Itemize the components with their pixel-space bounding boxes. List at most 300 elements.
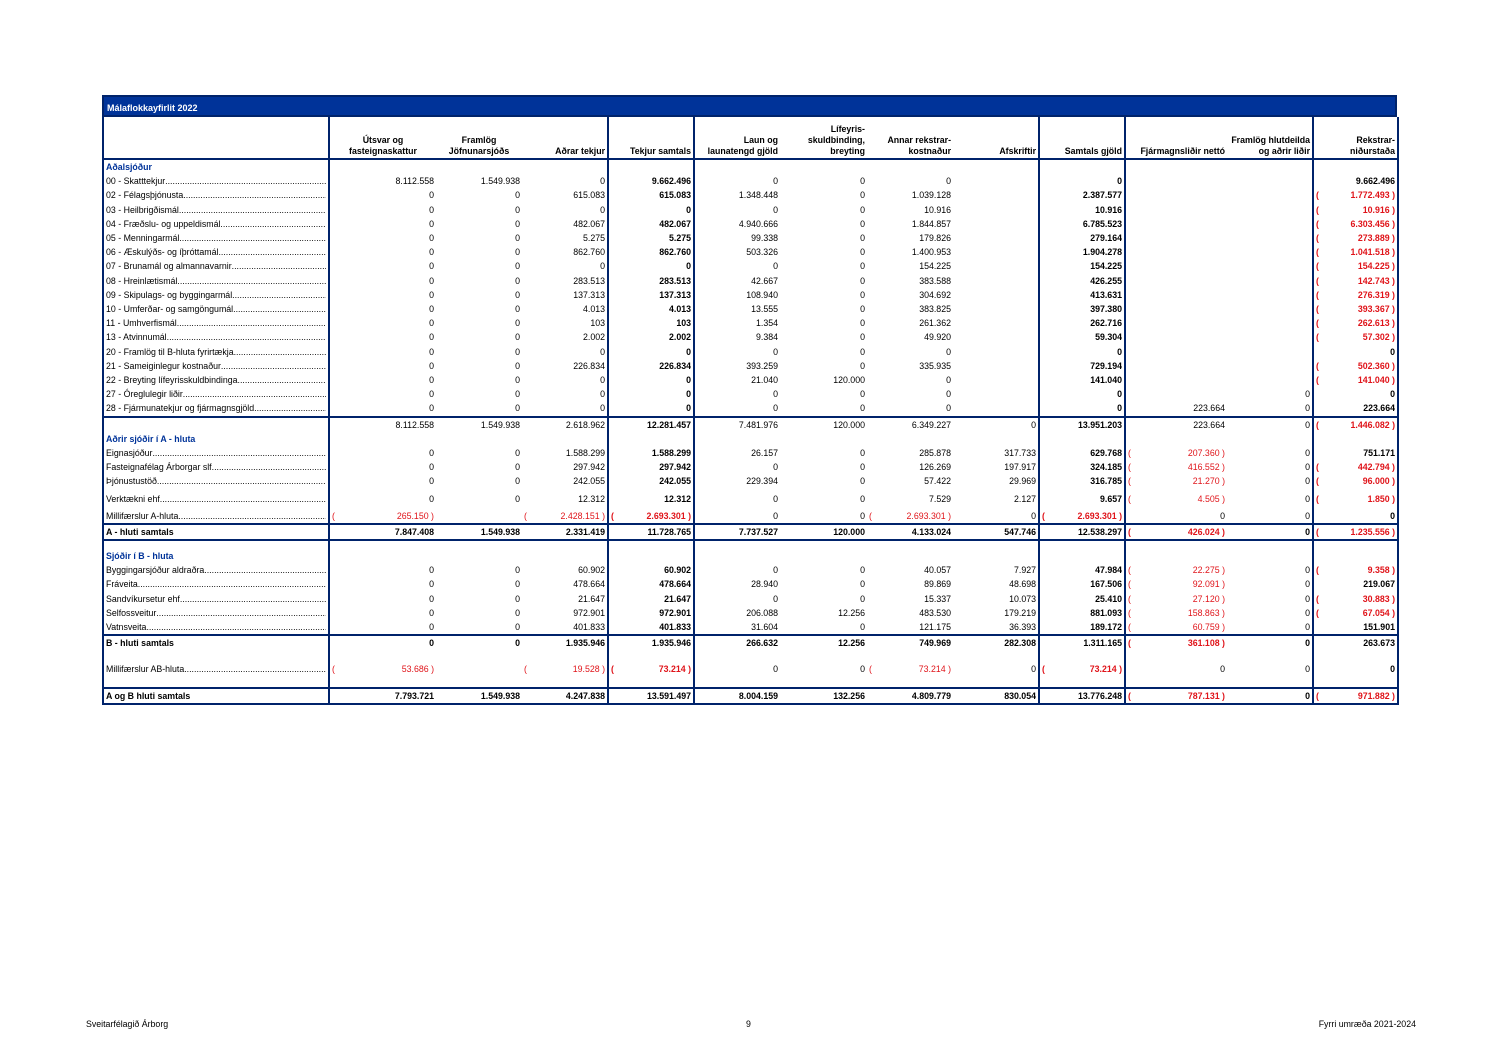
table-row <box>103 316 1398 330</box>
spacer-row <box>103 540 1398 549</box>
cell-value: 0 <box>1220 510 1225 521</box>
paren-open: ( <box>1316 607 1319 618</box>
cell-value: 0 <box>515 375 520 386</box>
paren-open: ( <box>1316 690 1319 701</box>
cell-value: 9.657 <box>1039 489 1125 509</box>
section-heading: Aðalsjóður <box>103 159 329 174</box>
cell-value: 2.127 <box>953 489 1039 509</box>
cell-value: 0 <box>429 346 434 357</box>
cell-value <box>1125 274 1227 288</box>
section-heading: Aðrir sjóðir í A - hluta <box>103 432 329 446</box>
cell-value: 1.935.946 <box>522 635 608 650</box>
cell-value <box>953 651 1039 659</box>
negative-value: 1.041.518 ) <box>1350 247 1395 258</box>
column-header: Aðrar tekjur <box>522 117 608 159</box>
row-label: A - hluti samtals <box>103 524 329 540</box>
row-label <box>103 679 329 688</box>
cell-value: 9.384 <box>755 332 778 343</box>
cell-value: 0 <box>953 417 1039 432</box>
cell-value: 729.194 <box>1039 359 1125 373</box>
cell-value <box>1227 259 1313 273</box>
cell-value: 0 <box>429 318 434 329</box>
cell-value: 0 <box>515 593 520 604</box>
paren-open: ( <box>1316 318 1319 329</box>
row-label-text: 05 - Menningarmál <box>106 233 180 244</box>
leader-dots <box>160 489 326 509</box>
cell-value <box>1039 509 1125 524</box>
cell-value: 15.337 <box>924 593 951 604</box>
cell-value: 0 <box>860 190 865 201</box>
leader-dots <box>179 203 326 217</box>
cell-value: 197.917 <box>953 460 1039 474</box>
cell-value <box>1125 174 1227 188</box>
leader-dots <box>177 316 326 330</box>
cell-value <box>694 540 780 549</box>
cell-value <box>329 540 436 549</box>
negative-value: 142.743 ) <box>1357 275 1395 286</box>
cell-value <box>1313 474 1398 488</box>
paren-open: ( <box>1316 476 1319 487</box>
cell-value <box>953 174 1039 188</box>
cell-value: 316.785 <box>1039 474 1125 488</box>
cell-value: 1.549.938 <box>480 176 520 187</box>
cell-value: 262.716 <box>1039 316 1125 330</box>
cell-value <box>1125 316 1227 330</box>
cell-value <box>608 509 694 524</box>
cell-value <box>1313 159 1398 174</box>
negative-value: 154.225 ) <box>1357 261 1395 272</box>
cell-value: 223.664 <box>1193 403 1225 414</box>
cell-value: 137.313 <box>522 288 608 302</box>
cell-value: 0 <box>515 318 520 329</box>
cell-value: 28.940 <box>751 579 778 590</box>
cell-value <box>1125 259 1227 273</box>
row-label <box>103 620 329 635</box>
column-header: Framlög Jöfnunarsjóðs <box>436 117 522 159</box>
cell-value: 21.647 <box>522 592 608 606</box>
cell-value: 0 <box>860 261 865 272</box>
cell-value <box>1227 274 1313 288</box>
cell-value: 0 <box>860 275 865 286</box>
cell-value: 263.673 <box>1313 635 1398 650</box>
paren-open: ( <box>1128 462 1131 473</box>
table-body <box>103 159 1398 704</box>
cell-value <box>1227 316 1313 330</box>
cell-value: 0 <box>860 318 865 329</box>
cell-value: 0 <box>1227 563 1313 577</box>
page-number: 9 <box>746 1019 751 1029</box>
cell-value: 0 <box>515 218 520 229</box>
cell-value: 13.591.497 <box>608 688 694 704</box>
cell-value: 615.083 <box>522 188 608 202</box>
cell-value: 12.312 <box>522 489 608 509</box>
cell-value <box>780 651 867 659</box>
cell-value <box>329 432 436 446</box>
negative-value: 1.772.493 ) <box>1350 190 1395 201</box>
column-header: Annar rekstrar- kostnaður <box>867 117 953 159</box>
paren-open: ( <box>1128 526 1131 537</box>
paren-open: ( <box>1316 261 1319 272</box>
cell-value: 89.869 <box>924 579 951 590</box>
cell-value: 0 <box>1227 577 1313 591</box>
table-row <box>103 231 1398 245</box>
cell-value <box>1313 592 1398 606</box>
cell-value <box>436 159 522 174</box>
cell-value: 0 <box>1227 688 1313 704</box>
table-row <box>103 577 1398 591</box>
cell-value: 266.632 <box>694 635 780 650</box>
negative-value: 1.446.082 ) <box>1350 419 1395 430</box>
cell-value: 242.055 <box>608 474 694 488</box>
row-label <box>103 659 329 679</box>
leader-dots <box>233 302 326 316</box>
cell-value: 0 <box>429 607 434 618</box>
cell-value: 0 <box>522 373 608 387</box>
paren-open: ( <box>524 510 527 521</box>
cell-value: 0 <box>860 663 865 674</box>
leader-dots <box>232 288 326 302</box>
cell-value <box>867 509 953 524</box>
paren-open: ( <box>1128 622 1131 633</box>
cell-value: 31.604 <box>751 622 778 633</box>
cell-value: 282.308 <box>953 635 1039 650</box>
negative-value: 60.759 ) <box>1192 622 1225 633</box>
cell-value: 297.942 <box>522 460 608 474</box>
cell-value: 132.256 <box>780 688 867 704</box>
cell-value: 0 <box>429 493 434 504</box>
cell-value <box>1125 345 1227 359</box>
row-label <box>103 387 329 401</box>
table-row <box>103 563 1398 577</box>
cell-value: 0 <box>953 659 1039 679</box>
cell-value: 42.667 <box>751 275 778 286</box>
cell-value: 2.618.962 <box>522 417 608 432</box>
cell-value: 0 <box>522 174 608 188</box>
table-row <box>103 460 1398 474</box>
negative-value: 19.528 ) <box>572 663 605 674</box>
leader-dots <box>254 401 326 415</box>
paren-open: ( <box>1316 565 1319 576</box>
cell-value <box>436 651 522 659</box>
cell-value: 189.172 <box>1039 620 1125 635</box>
cell-value <box>1125 446 1227 460</box>
cell-value: 0 <box>1227 635 1313 650</box>
leader-dots <box>221 359 326 373</box>
negative-value: 2.693.301 ) <box>1077 510 1122 521</box>
cell-value: 261.362 <box>919 318 951 329</box>
cell-value <box>1125 688 1227 704</box>
cell-value <box>780 549 867 563</box>
cell-value: 1.904.278 <box>1039 245 1125 259</box>
cell-value <box>1313 688 1398 704</box>
cell-value: 0 <box>608 203 694 217</box>
cell-value <box>1313 679 1398 688</box>
cell-value: 0 <box>515 389 520 400</box>
cell-value: 29.969 <box>953 474 1039 488</box>
cell-value: 8.004.159 <box>694 688 780 704</box>
column-header <box>103 117 329 159</box>
column-header: Afskriftir <box>953 117 1039 159</box>
cell-value <box>522 159 608 174</box>
cell-value: 547.746 <box>953 524 1039 540</box>
cell-value <box>1313 288 1398 302</box>
row-label <box>103 245 329 259</box>
cell-value <box>1313 330 1398 344</box>
cell-value <box>953 373 1039 387</box>
cell-value: 229.394 <box>746 476 778 487</box>
table-row <box>103 373 1398 387</box>
row-label <box>103 288 329 302</box>
cell-value: 862.760 <box>522 245 608 259</box>
paren-open: ( <box>1128 565 1131 576</box>
cell-value: 629.768 <box>1039 446 1125 460</box>
cell-value: 0 <box>946 389 951 400</box>
negative-value: 96.000 ) <box>1362 476 1395 487</box>
cell-value <box>953 540 1039 549</box>
cell-value: 0 <box>522 401 608 416</box>
table-row <box>103 489 1398 509</box>
cell-value: 751.171 <box>1313 446 1398 460</box>
cell-value: 13.776.248 <box>1039 688 1125 704</box>
table-row <box>103 387 1398 401</box>
cell-value <box>1227 203 1313 217</box>
cell-value <box>1125 217 1227 231</box>
row-label <box>103 217 329 231</box>
cell-value: 0 <box>429 247 434 258</box>
leader-dots <box>179 231 326 245</box>
cell-value: 0 <box>429 403 434 414</box>
cell-value: 0 <box>429 275 434 286</box>
cell-value <box>867 432 953 446</box>
cell-value: 0 <box>773 403 778 414</box>
cell-value <box>1227 359 1313 373</box>
cell-value: 503.326 <box>746 247 778 258</box>
row-label <box>103 231 329 245</box>
row-label <box>103 259 329 273</box>
cell-value <box>1227 679 1313 688</box>
negative-value: 2.428.151 ) <box>560 510 605 521</box>
cell-value <box>1313 524 1398 540</box>
paren-open: ( <box>1316 289 1319 300</box>
cell-value <box>1227 288 1313 302</box>
negative-value: 971.882 ) <box>1357 690 1395 701</box>
table-row <box>103 474 1398 488</box>
row-label <box>103 474 329 488</box>
cell-value: 57.422 <box>924 476 951 487</box>
cell-value: 972.901 <box>608 606 694 620</box>
cell-value: 12.538.297 <box>1039 524 1125 540</box>
spacer-row <box>103 679 1398 688</box>
leader-dots <box>157 474 326 488</box>
paren-open: ( <box>1128 448 1131 459</box>
cell-value: 0 <box>515 289 520 300</box>
cell-value <box>329 509 436 524</box>
paren-open: ( <box>1316 493 1319 504</box>
spacer-row <box>103 651 1398 659</box>
cell-value <box>1313 651 1398 659</box>
cell-value <box>1125 288 1227 302</box>
row-label <box>103 359 329 373</box>
row-label <box>103 606 329 620</box>
section-row <box>103 549 1398 563</box>
cell-value: 6.349.227 <box>867 417 953 432</box>
negative-value: 6.303.456 ) <box>1350 218 1395 229</box>
table-row <box>103 217 1398 231</box>
cell-value <box>1125 188 1227 202</box>
cell-value <box>780 432 867 446</box>
column-header: Útsvar og fasteignaskattur <box>329 117 436 159</box>
cell-value <box>329 679 436 688</box>
cell-value <box>953 245 1039 259</box>
cell-value: 482.067 <box>522 217 608 231</box>
cell-value: 0 <box>429 289 434 300</box>
cell-value <box>1125 524 1227 540</box>
cell-value <box>953 359 1039 373</box>
cell-value: 7.793.721 <box>329 688 436 704</box>
cell-value: 36.393 <box>953 620 1039 635</box>
row-label-text: Selfossveitur <box>106 607 157 618</box>
cell-value: 103 <box>522 316 608 330</box>
cell-value <box>522 509 608 524</box>
negative-value: 30.883 ) <box>1362 593 1395 604</box>
cell-value: 0 <box>860 332 865 343</box>
column-header: Rekstrar- niðurstaða <box>1313 117 1398 159</box>
cell-value: 120.000 <box>833 375 865 386</box>
leader-dots <box>152 446 326 460</box>
row-label-text: 10 - Umferðar- og samgöngumál <box>106 304 234 315</box>
cell-value: 0 <box>1220 663 1225 674</box>
cell-value <box>694 159 780 174</box>
cell-value <box>1313 274 1398 288</box>
overview-table <box>102 117 1399 705</box>
cell-value: 0 <box>515 332 520 343</box>
cell-value: 830.054 <box>953 688 1039 704</box>
cell-value: 0 <box>860 346 865 357</box>
grand-total-row <box>103 688 1398 704</box>
cell-value: 0 <box>1313 659 1398 679</box>
cell-value <box>522 679 608 688</box>
negative-value: 10.916 ) <box>1362 204 1395 215</box>
negative-value: 73.214 ) <box>658 663 691 674</box>
cell-value <box>1125 489 1227 509</box>
cell-value: 0 <box>860 289 865 300</box>
cell-value: 0 <box>773 565 778 576</box>
paren-open: ( <box>1316 360 1319 371</box>
cell-value <box>1313 203 1398 217</box>
cell-value <box>1227 651 1313 659</box>
cell-value: 0 <box>1227 592 1313 606</box>
table-row <box>103 203 1398 217</box>
cell-value <box>1125 359 1227 373</box>
cell-value <box>1313 373 1398 387</box>
cell-value: 0 <box>608 401 694 416</box>
cell-value <box>329 651 436 659</box>
cell-value <box>1039 540 1125 549</box>
row-label <box>103 188 329 202</box>
cell-value <box>1313 302 1398 316</box>
row-label <box>103 540 329 549</box>
cell-value <box>1313 540 1398 549</box>
cell-value: 0 <box>608 373 694 387</box>
column-header: Tekjur samtals <box>608 117 694 159</box>
cell-value: 2.002 <box>608 330 694 344</box>
cell-value <box>953 231 1039 245</box>
paren-open: ( <box>611 663 614 674</box>
cell-value: 0 <box>860 176 865 187</box>
cell-value <box>867 540 953 549</box>
cell-value: 6.785.523 <box>1039 217 1125 231</box>
cell-value: 0 <box>773 510 778 521</box>
cell-value: 99.338 <box>751 233 778 244</box>
cell-value <box>1227 345 1313 359</box>
cell-value: 335.935 <box>919 360 951 371</box>
cell-value: 108.940 <box>746 289 778 300</box>
cell-value: 0 <box>1227 620 1313 635</box>
cell-value <box>1125 540 1227 549</box>
cell-value <box>953 432 1039 446</box>
negative-value: 158.863 ) <box>1187 607 1225 618</box>
cell-value: 0 <box>773 204 778 215</box>
cell-value <box>953 549 1039 563</box>
cell-value: 60.902 <box>522 563 608 577</box>
paren-open: ( <box>332 663 335 674</box>
cell-value: 881.093 <box>1039 606 1125 620</box>
cell-value: 0 <box>860 476 865 487</box>
cell-value <box>1125 460 1227 474</box>
cell-value: 223.664 <box>1313 401 1398 416</box>
cell-value <box>436 679 522 688</box>
cell-value <box>1125 563 1227 577</box>
cell-value: 151.901 <box>1313 620 1398 635</box>
cell-value: 749.969 <box>867 635 953 650</box>
negative-value: 273.889 ) <box>1357 233 1395 244</box>
cell-value: 4.809.779 <box>867 688 953 704</box>
cell-value <box>608 659 694 679</box>
leader-dots <box>234 345 326 359</box>
cell-value: 279.164 <box>1039 231 1125 245</box>
cell-value: 1.354 <box>755 318 778 329</box>
negative-value: 9.358 ) <box>1367 565 1395 576</box>
cell-value: 0 <box>860 247 865 258</box>
cell-value: 0 <box>773 346 778 357</box>
column-header: Framlög hlutdeilda og aðrir liðir <box>1227 117 1313 159</box>
cell-value <box>1227 549 1313 563</box>
negative-value: 361.108 ) <box>1187 638 1225 649</box>
cell-value: 0 <box>1039 174 1125 188</box>
leader-dots <box>167 330 326 344</box>
paren-open: ( <box>1316 526 1319 537</box>
cell-value: 483.530 <box>919 607 951 618</box>
row-label <box>103 509 329 524</box>
paren-open: ( <box>1316 247 1319 258</box>
cell-value <box>780 159 867 174</box>
cell-value: 0 <box>515 462 520 473</box>
cell-value <box>1039 549 1125 563</box>
row-label-text: Sandvíkursetur ehf. <box>106 593 183 604</box>
row-label <box>103 274 329 288</box>
cell-value <box>780 679 867 688</box>
paren-open: ( <box>1316 419 1319 430</box>
cell-value: 9.662.496 <box>608 174 694 188</box>
cell-value: 0 <box>1227 401 1313 416</box>
cell-value <box>1313 359 1398 373</box>
cell-value <box>1039 679 1125 688</box>
cell-value <box>1313 316 1398 330</box>
row-label <box>103 345 329 359</box>
cell-value: 206.088 <box>746 607 778 618</box>
cell-value <box>1125 330 1227 344</box>
cell-value <box>608 679 694 688</box>
